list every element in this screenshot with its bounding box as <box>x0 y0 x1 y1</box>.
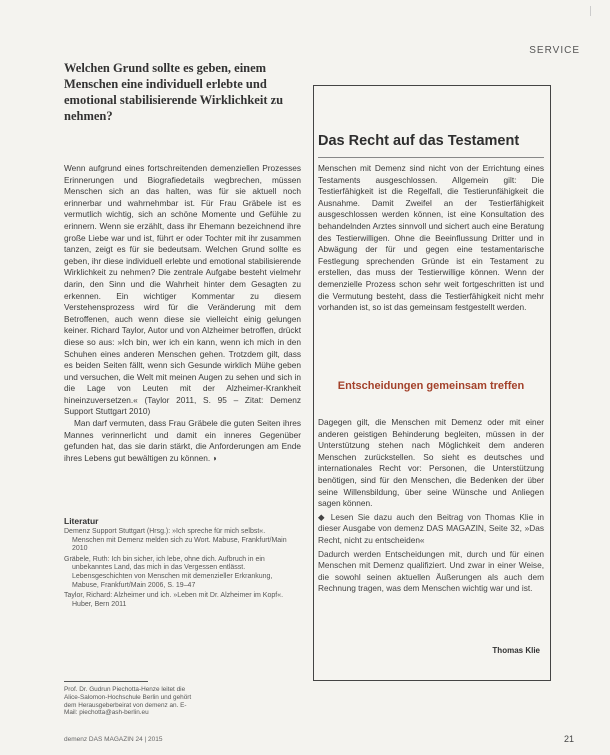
sidebar-paragraph: Dagegen gilt, die Menschen mit Demenz oder mit einer anderen geistigen Behinderung begleiten, müssen in der Unterstützung stehen nach Möglichkeit dem anderen Menschen zurückstellen. So sieht es deutsches und internationales Recht vor: Personen, die Unterstützung benötigen, sind für den Menschen, die Bedenken der über seine Willensbildung, über seine Wünsche und Anliegen sagen können. <box>318 417 544 509</box>
sidebar-title-rule <box>318 157 544 158</box>
sidebar-section-2 <box>318 417 544 595</box>
sidebar-signature: Thomas Klie <box>492 646 540 655</box>
sidebar-paragraph: Menschen mit Demenz sind nicht von der Errichtung eines Testaments ausgeschlossen. Allgemein gilt: Die Testierfähigkeit ist die Regelfall, die Testierunfähigkeit die Ausnahme. Damit Zweifel an der Testierfähigkeit ausgeschlossen werden können, ist eine Konsultation des behandelnden Arztes sinnvoll und sichert auch eine Beratung des Testierwilligen. Ohne die Beeinflussung Dritter und in Abwägung der für und gegen eine testamentarische Festlegung sprechenden Gründe ist ein Testament zu erstellen, das muss der Testierwillige können. Wenn der demenzielle Prozess schon sehr weit fortgeschritten ist und die Vermutung besteht, dass die Testierfähigkeit nicht mehr vorhanden ist, so ist das gemeinsam festgestellt werden. <box>318 163 544 313</box>
footer-magazine: demenz DAS MAGAZIN 24 | 2015 <box>64 736 163 743</box>
section-label: SERVICE <box>529 45 580 56</box>
page-number: 21 <box>563 734 574 744</box>
pull-quote: Welchen Grund sollte es geben, einem Menschen eine individuell erlebte und emotional stabilisierende Wirklichkeit zu nehmen? <box>64 61 284 123</box>
author-note: Prof. Dr. Gudrun Piechotta-Henze leitet die Alice-Salomon-Hochschule Berlin und gehört dem Herausgeberbeirat von demenz an. E-Mail: piechotta@ash-berlin.eu <box>64 686 192 717</box>
article-paragraph: Wenn aufgrund eines fortschreitenden demenziellen Prozesses Erinnerungen und Biografiedetails wegbrechen, müssen Menschen sich an das halten, was für sie aktuell noch erinnerbar und wahrnehmbar ist. Für Frau Gräbele ist es vermutlich wichtig, sich an schöne Momente und Gefühle zu erinnern. Wenn sie erzählt, dass ihr Ehemann bezeichnend ihre große Liebe war und ist, führt er oder Tochter mit ihr zusammen tanzen, zeigt es für sie bedeutsam. Welchen Grund sollte es geben, ihr diese individuell erlebte und emotional stabilisierende Wirklichkeit zu nehmen? Die zentrale Aufgabe besteht vielmehr darin, den Sinn und die Wahrheit hinter dem Gesagten zu erkennen. Ein wichtiger Kommentar zu diesem Verstehensprozess wird für die Veränderung mit dem Betroffenen, auch wenn diese sie vielleicht einig gelungen keiner. Richard Taylor, Autor und von Alzheimer betroffen, drückt diese so aus: »Ich bin, wer ich ein kann, wenn ich mich in den Schuhen eines anderen Menschen gehen. Trotzdem gilt, dass es beiden Seiten fällt, wenn sich Gesunde wirklich Mühe geben und versuchen, die Welt mit meinen Augen zu sehen und sich in die Lage von Leuten mit der Alzheimer-Krankheit hineinzuversetzen.« (Taylor 2011, S. 95 – Zitat: Demenz Support Stuttgart 2010) <box>64 163 301 417</box>
literature-entry: Taylor, Richard: Alzheimer und ich. »Leben mit Dr. Alzheimer im Kopf«. Huber, Bern 2011 <box>64 592 284 608</box>
literature-entry: Demenz Support Stuttgart (Hrsg.): »Ich spreche für mich selbst«. Menschen mit Demenz melden sich zu Wort. Mabuse, Frankfurt/Main 2010 <box>64 528 287 553</box>
article-body <box>64 163 301 464</box>
sidebar-paragraph: Dadurch werden Entscheidungen mit, durch und für einen Menschen mit Demenz qualifiziert. Und zwar in einer Weise, die sowohl seinen aktuellen Äußerungen als auch dem Rechnung tragen, was dem Menschen wichtig war und ist. <box>318 548 544 594</box>
author-divider <box>64 681 148 682</box>
article-paragraph: Man darf vermuten, dass Frau Gräbele die guten Seiten ihres Mannes verinnerlicht und damit ein inneres Gegenüber gefunden hat, das sie darin stärkt, die Anforderungen am Ende ihres Lebens gut bewältigen zu können. ◗ <box>64 418 301 463</box>
literature-heading: Literatur <box>64 516 99 526</box>
literature-list <box>64 528 299 611</box>
literature-entry: Gräbele, Ruth: Ich bin sicher, ich lebe, ohne dich. Aufbruch in ein unbekanntes Land, das mich in das Vergessen entlässt. Lebensgeschichten von Menschen mit demenzieller Erkrankung, Mabuse, Frankfurt/Main 2006, S. 19–47 <box>64 555 273 589</box>
sidebar-subheading: Entscheidungen gemeinsam treffen <box>337 380 525 392</box>
sidebar-title: Das Recht auf das Testament <box>318 133 520 149</box>
sidebar-reference: ◆ Lesen Sie dazu auch den Beitrag von Thomas Klie in dieser Ausgabe von demenz DAS MAGAZIN, Seite 32, »Das Recht, nicht zu entscheiden« <box>318 511 544 545</box>
top-edge-mark <box>590 6 591 16</box>
